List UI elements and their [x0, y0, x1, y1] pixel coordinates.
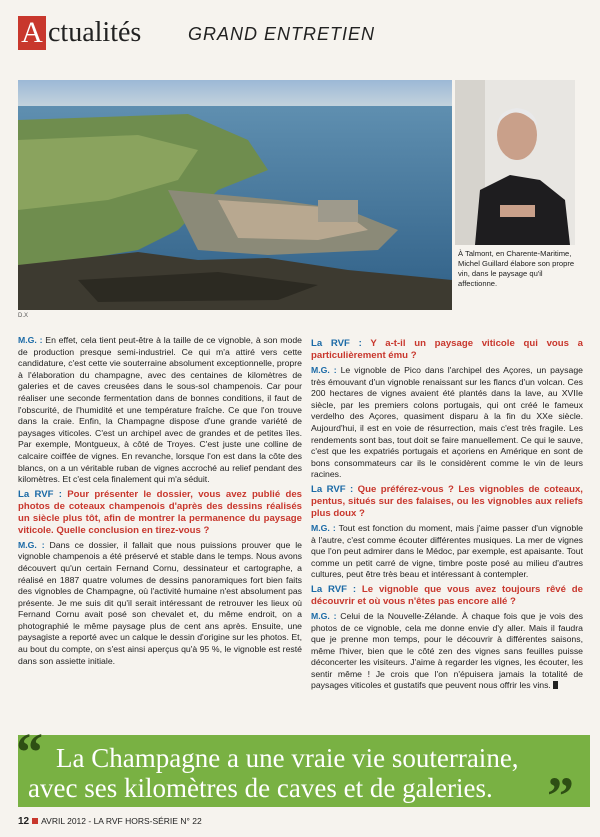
issue-label: AVRIL 2012 - LA RVF HORS-SÉRIE N° 22	[41, 816, 202, 826]
question: La RVF : Le vignoble que vous avez toujours rêvé de découvrir et où vous n'êtes pas encore allé ?	[311, 583, 583, 607]
section-header	[18, 14, 578, 52]
portrait-photo	[455, 80, 575, 245]
speaker-label: M.G. :	[311, 365, 337, 375]
answer-paragraph: M.G. : Dans ce dossier, il fallait que nous puissions prouver que le vignoble champenois a été préservé et stable dans le temps. Nous avons découvert qu'un certain Fernand Cornu, dessinateur et cartographe, a réalisé en 1887 quatre volumes de dessins panoramiques fort bien faits des vignobles de Champagne, où l'activité humaine n'est absolument pas présente. Je me suis dit qu'il serait intéressant de retrouver les lieux où Fernand Cornu avait posé son chevalet et, du même endroit, on a photographié le même paysage plus de cent ans après. Ensuite, une paysagiste a reporté avec un calque le dessin d'origine sur les photos. Et, au bout du compte, on s'est ainsi aperçus qu'à 95 %, le vignoble est resté dans son assiette initiale.	[18, 539, 302, 666]
aerial-photo	[18, 80, 452, 310]
end-mark	[553, 681, 558, 689]
answer-paragraph: M.G. : Celui de la Nouvelle-Zélande. À chaque fois que je vois des photos de ce vignoble, cela me donne envie d'y aller. Mais il faudra que je prenne mon temps, pour le découvrir à différentes saisons, même l'hiver, bien que le côté zen des vignes sans feuilles puisse déconcerter les visiteurs. J'aime à regarder les vignes, les écouter, les sentir même ! Je crois que l'on n'épuisera jamais la totalité de paysages viticoles et gustatifs que peuvent nous offrir les vins.	[311, 610, 583, 691]
speaker-label: M.G. :	[18, 539, 45, 550]
section-subtitle: GRAND ENTRETIEN	[188, 24, 376, 44]
open-quote-icon: “	[16, 722, 43, 782]
speaker-label: M.G. :	[311, 610, 337, 621]
question: La RVF : Y a-t-il un paysage viticole qui vous a particulièrement ému ?	[311, 338, 583, 361]
photo-credit: D.X	[18, 313, 29, 319]
answer-paragraph: M.G. : En effet, cela tient peut-être à la taille de ce vignoble, à son mode de production presque semi-industriel. Ce qui m'a attiré vers cette candidature, c'est cette vie souterraine absolument exceptionnelle, propre à l'élaboration du champagne, avec des centaines de kilomètres de galeries et de caves creusées dans le sous-sol champenois. Car pour réaliser une seconde fermentation dans de bonnes conditions, il faut de l'obscurité, de l'humidité et une température fraîche. Ce que l'on trouve dans la craie. Enfin, la Champagne dispose d'une grande variété de paysages viticoles. C'est un archipel avec de grandes et de petites îles. Par exemple, Montgueux, à côté de Troyes. C'est juste une colline de calcaire coiffée de vignes. En revanche, lorsque l'on est dans la côte des blancs, on a un véritable ruban de vignes accroché au relief pendant des kilomètres. Et c'est cela finalement qui m'a séduit.	[18, 335, 302, 485]
page-number: 12	[18, 816, 30, 827]
question: La RVF : Que préférez-vous ? Les vignobles de coteaux, pentus, situés sur des falaises, ou les vignobles aux reliefs plus doux ?	[311, 483, 583, 519]
section-title: ctualités	[48, 17, 142, 48]
section-initial: A	[18, 16, 46, 50]
photo-caption: À Talmont, en Charente-Maritime, Michel Guillard élabore son propre vin, dans le paysage qu'il affectionne.	[458, 249, 575, 288]
close-quote-icon: ”	[547, 766, 574, 826]
speaker-label: M.G. :	[311, 522, 336, 533]
footer-square-icon	[32, 818, 38, 824]
page-footer	[18, 816, 202, 827]
answer-paragraph: M.G. : Tout est fonction du moment, mais j'aime passer d'un vignoble à l'autre, c'est comme écouter différentes musiques. La mer de vignes que l'on peut admirer dans le Médoc, par exemple, est apaisante. Tout comme un petit carré de vigne, timbre poste posé au milieu d'autres cultures, peut être très beau et intéressant à contempler.	[311, 522, 583, 580]
pull-quote-line: La Champagne a une vraie vie souterraine,	[56, 743, 519, 773]
right-column	[311, 335, 583, 695]
pull-quote-line: avec ses kilomètres de caves et de galeries.	[28, 773, 493, 803]
answer-paragraph: M.G. : Le vignoble de Pico dans l'archipel des Açores, un paysage très émouvant d'un vignoble renaissant sur les flancs d'un volcan. Ces 200 hectares de vignes avaient été plantés dans la lave, au XVIIe siècle, par les premiers colons portugais, qui ont créé le fameux verdelho des Açores, quasiment disparu à la fin du XXe siècle. Aujourd'hui, il est en voie de résurrection, mais c'est très fragile. Les rendements sont bas, tout doit se faire manuellement. Ce qui le sauve, c'est que les expatriés portugais et açoriens en Amérique en sont de bons consommateurs car ils le considèrent comme le vin de leurs racines.	[311, 365, 583, 480]
left-column	[18, 335, 302, 670]
speaker-label: M.G. :	[18, 335, 43, 345]
question: La RVF : Pour présenter le dossier, vous avez publié des photos de coteaux champenois d'après des dessins réalisés un siècle plus tôt, afin de montrer la permanence du paysage viticole. Quelle conclusion en tirez-vous ?	[18, 488, 302, 536]
